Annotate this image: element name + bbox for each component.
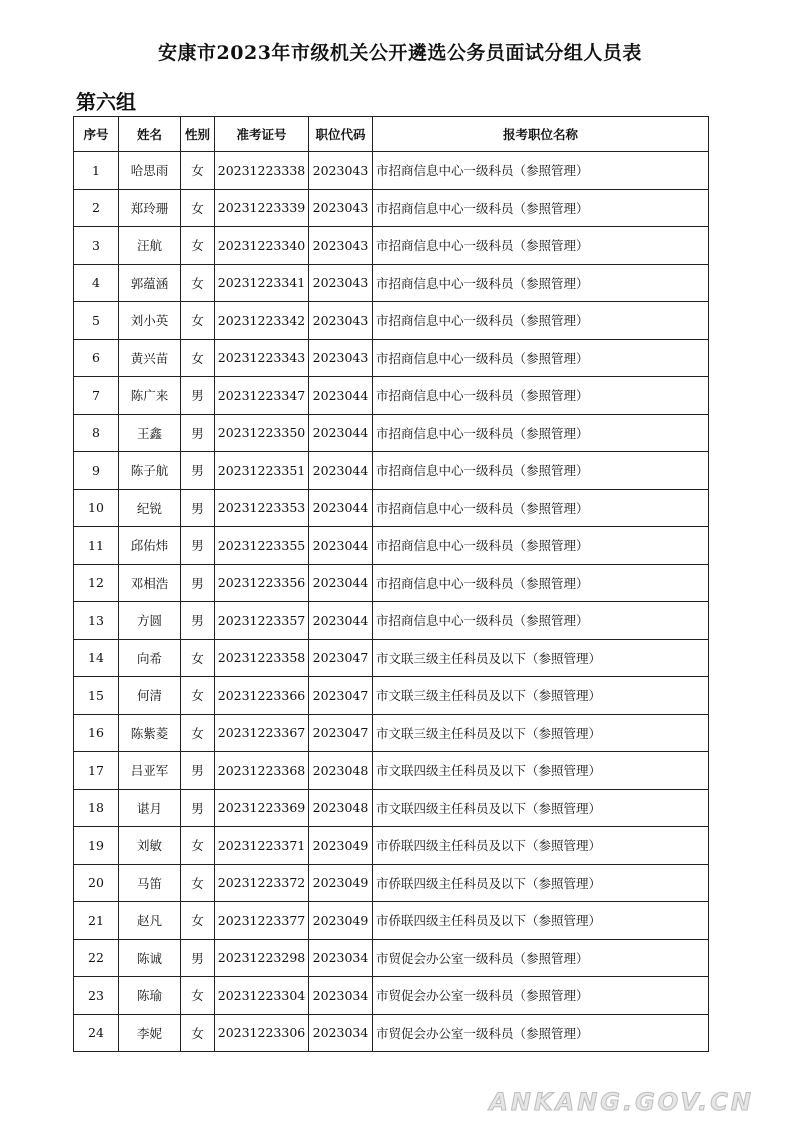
- cell-seq: 13: [74, 602, 119, 640]
- cell-seq: 12: [74, 564, 119, 602]
- cell-name: 邓相浩: [119, 564, 181, 602]
- cell-name: 汪航: [119, 227, 181, 265]
- cell-position-name: 市招商信息中心一级科员（参照管理）: [373, 227, 709, 265]
- table-row: [74, 827, 709, 865]
- cell-seq: 11: [74, 527, 119, 565]
- table-header-row: [74, 117, 709, 152]
- cell-exam-id: 20231223371: [215, 827, 309, 865]
- table-row: [74, 152, 709, 190]
- cell-gender: 女: [181, 302, 215, 340]
- cell-name: 王鑫: [119, 414, 181, 452]
- cell-seq: 9: [74, 452, 119, 490]
- cell-name: 陈广来: [119, 377, 181, 415]
- cell-exam-id: 20231223377: [215, 902, 309, 940]
- cell-position-code: 2023047: [309, 714, 373, 752]
- site-watermark: ANKANG.GOV.CN: [489, 1088, 754, 1116]
- cell-gender: 男: [181, 489, 215, 527]
- cell-position-code: 2023043: [309, 302, 373, 340]
- cell-position-name: 市招商信息中心一级科员（参照管理）: [373, 339, 709, 377]
- cell-exam-id: 20231223358: [215, 639, 309, 677]
- cell-position-name: 市招商信息中心一级科员（参照管理）: [373, 377, 709, 415]
- cell-exam-id: 20231223350: [215, 414, 309, 452]
- table-row: [74, 452, 709, 490]
- cell-position-code: 2023049: [309, 902, 373, 940]
- cell-position-name: 市贸促会办公室一级科员（参照管理）: [373, 977, 709, 1015]
- cell-exam-id: 20231223369: [215, 789, 309, 827]
- cell-position-code: 2023044: [309, 527, 373, 565]
- table-row: [74, 677, 709, 715]
- cell-seq: 4: [74, 264, 119, 302]
- cell-position-name: 市招商信息中心一级科员（参照管理）: [373, 489, 709, 527]
- cell-exam-id: 20231223368: [215, 752, 309, 790]
- cell-gender: 男: [181, 939, 215, 977]
- cell-position-code: 2023043: [309, 189, 373, 227]
- table-row: [74, 264, 709, 302]
- cell-name: 赵凡: [119, 902, 181, 940]
- page-title: 安康市2023年市级机关公开遴选公务员面试分组人员表: [158, 42, 642, 64]
- cell-position-name: 市文联三级主任科员及以下（参照管理）: [373, 639, 709, 677]
- cell-seq: 22: [74, 939, 119, 977]
- cell-position-code: 2023044: [309, 564, 373, 602]
- table-row: [74, 902, 709, 940]
- cell-exam-id: 20231223372: [215, 864, 309, 902]
- table-row: [74, 977, 709, 1015]
- table-row: [74, 377, 709, 415]
- table-row: [74, 602, 709, 640]
- cell-name: 郑玲珊: [119, 189, 181, 227]
- table-row: [74, 1014, 709, 1052]
- cell-seq: 2: [74, 189, 119, 227]
- cell-gender: 男: [181, 789, 215, 827]
- cell-position-code: 2023044: [309, 377, 373, 415]
- cell-name: 陈瑜: [119, 977, 181, 1015]
- cell-gender: 女: [181, 339, 215, 377]
- cell-position-code: 2023043: [309, 339, 373, 377]
- cell-exam-id: 20231223347: [215, 377, 309, 415]
- cell-position-code: 2023048: [309, 752, 373, 790]
- cell-name: 陈子航: [119, 452, 181, 490]
- cell-seq: 24: [74, 1014, 119, 1052]
- cell-position-name: 市侨联四级主任科员及以下（参照管理）: [373, 902, 709, 940]
- cell-name: 邱佑炜: [119, 527, 181, 565]
- table-row: [74, 339, 709, 377]
- group-heading: 第六组: [76, 90, 136, 114]
- cell-position-code: 2023048: [309, 789, 373, 827]
- cell-gender: 女: [181, 827, 215, 865]
- cell-name: 向希: [119, 639, 181, 677]
- cell-position-name: 市招商信息中心一级科员（参照管理）: [373, 189, 709, 227]
- cell-gender: 男: [181, 452, 215, 490]
- cell-exam-id: 20231223298: [215, 939, 309, 977]
- cell-position-name: 市侨联四级主任科员及以下（参照管理）: [373, 827, 709, 865]
- cell-exam-id: 20231223357: [215, 602, 309, 640]
- cell-position-code: 2023044: [309, 489, 373, 527]
- cell-exam-id: 20231223356: [215, 564, 309, 602]
- cell-seq: 16: [74, 714, 119, 752]
- cell-gender: 女: [181, 902, 215, 940]
- cell-gender: 女: [181, 977, 215, 1015]
- header-name: 姓名: [119, 117, 181, 152]
- cell-seq: 23: [74, 977, 119, 1015]
- cell-position-code: 2023034: [309, 1014, 373, 1052]
- cell-position-name: 市侨联四级主任科员及以下（参照管理）: [373, 864, 709, 902]
- cell-position-code: 2023047: [309, 677, 373, 715]
- cell-exam-id: 20231223366: [215, 677, 309, 715]
- cell-gender: 女: [181, 1014, 215, 1052]
- cell-gender: 女: [181, 677, 215, 715]
- cell-seq: 1: [74, 152, 119, 190]
- cell-position-code: 2023049: [309, 827, 373, 865]
- cell-seq: 14: [74, 639, 119, 677]
- table-row: [74, 714, 709, 752]
- cell-exam-id: 20231223343: [215, 339, 309, 377]
- cell-exam-id: 20231223367: [215, 714, 309, 752]
- cell-exam-id: 20231223353: [215, 489, 309, 527]
- cell-position-name: 市文联四级主任科员及以下（参照管理）: [373, 789, 709, 827]
- cell-exam-id: 20231223339: [215, 189, 309, 227]
- cell-seq: 3: [74, 227, 119, 265]
- header-gender: 性别: [181, 117, 215, 152]
- cell-name: 李妮: [119, 1014, 181, 1052]
- cell-name: 马笛: [119, 864, 181, 902]
- cell-seq: 5: [74, 302, 119, 340]
- cell-gender: 女: [181, 714, 215, 752]
- table-row: [74, 864, 709, 902]
- cell-position-code: 2023043: [309, 227, 373, 265]
- table-row: [74, 939, 709, 977]
- cell-gender: 男: [181, 527, 215, 565]
- table-row: [74, 414, 709, 452]
- cell-position-code: 2023034: [309, 977, 373, 1015]
- cell-seq: 19: [74, 827, 119, 865]
- cell-gender: 女: [181, 864, 215, 902]
- cell-seq: 18: [74, 789, 119, 827]
- header-exam-id: 准考证号: [215, 117, 309, 152]
- cell-position-code: 2023044: [309, 452, 373, 490]
- cell-gender: 女: [181, 227, 215, 265]
- cell-gender: 女: [181, 152, 215, 190]
- table-row: [74, 302, 709, 340]
- cell-position-code: 2023049: [309, 864, 373, 902]
- cell-name: 刘敏: [119, 827, 181, 865]
- cell-gender: 男: [181, 377, 215, 415]
- cell-position-name: 市招商信息中心一级科员（参照管理）: [373, 302, 709, 340]
- cell-position-name: 市招商信息中心一级科员（参照管理）: [373, 602, 709, 640]
- cell-gender: 女: [181, 264, 215, 302]
- cell-exam-id: 20231223306: [215, 1014, 309, 1052]
- cell-position-code: 2023047: [309, 639, 373, 677]
- cell-name: 陈紫菱: [119, 714, 181, 752]
- cell-position-name: 市招商信息中心一级科员（参照管理）: [373, 152, 709, 190]
- cell-seq: 8: [74, 414, 119, 452]
- cell-seq: 10: [74, 489, 119, 527]
- cell-position-code: 2023034: [309, 939, 373, 977]
- cell-exam-id: 20231223341: [215, 264, 309, 302]
- table-row: [74, 789, 709, 827]
- cell-position-name: 市招商信息中心一级科员（参照管理）: [373, 452, 709, 490]
- cell-gender: 男: [181, 414, 215, 452]
- cell-seq: 6: [74, 339, 119, 377]
- cell-position-code: 2023044: [309, 414, 373, 452]
- cell-position-name: 市文联三级主任科员及以下（参照管理）: [373, 714, 709, 752]
- cell-exam-id: 20231223342: [215, 302, 309, 340]
- cell-exam-id: 20231223304: [215, 977, 309, 1015]
- cell-gender: 男: [181, 752, 215, 790]
- cell-exam-id: 20231223351: [215, 452, 309, 490]
- cell-exam-id: 20231223355: [215, 527, 309, 565]
- cell-position-code: 2023044: [309, 602, 373, 640]
- header-position-name: 报考职位名称: [373, 117, 709, 152]
- cell-seq: 7: [74, 377, 119, 415]
- cell-name: 方圆: [119, 602, 181, 640]
- cell-gender: 男: [181, 602, 215, 640]
- cell-name: 陈诚: [119, 939, 181, 977]
- cell-seq: 15: [74, 677, 119, 715]
- header-position-code: 职位代码: [309, 117, 373, 152]
- cell-gender: 女: [181, 639, 215, 677]
- cell-name: 吕亚军: [119, 752, 181, 790]
- table-row: [74, 752, 709, 790]
- cell-gender: 男: [181, 564, 215, 602]
- table-row: [74, 227, 709, 265]
- cell-position-name: 市贸促会办公室一级科员（参照管理）: [373, 939, 709, 977]
- cell-position-code: 2023043: [309, 264, 373, 302]
- cell-position-name: 市招商信息中心一级科员（参照管理）: [373, 414, 709, 452]
- cell-position-name: 市贸促会办公室一级科员（参照管理）: [373, 1014, 709, 1052]
- cell-seq: 17: [74, 752, 119, 790]
- cell-name: 刘小英: [119, 302, 181, 340]
- cell-name: 哈思雨: [119, 152, 181, 190]
- cell-position-name: 市招商信息中心一级科员（参照管理）: [373, 564, 709, 602]
- cell-position-name: 市招商信息中心一级科员（参照管理）: [373, 527, 709, 565]
- cell-position-name: 市招商信息中心一级科员（参照管理）: [373, 264, 709, 302]
- table-row: [74, 564, 709, 602]
- table-row: [74, 527, 709, 565]
- cell-name: 纪锐: [119, 489, 181, 527]
- cell-seq: 20: [74, 864, 119, 902]
- header-seq: 序号: [74, 117, 119, 152]
- cell-name: 何清: [119, 677, 181, 715]
- cell-seq: 21: [74, 902, 119, 940]
- cell-position-name: 市文联三级主任科员及以下（参照管理）: [373, 677, 709, 715]
- cell-exam-id: 20231223340: [215, 227, 309, 265]
- cell-name: 郭蕴涵: [119, 264, 181, 302]
- cell-name: 黄兴苗: [119, 339, 181, 377]
- cell-position-code: 2023043: [309, 152, 373, 190]
- table-row: [74, 639, 709, 677]
- cell-name: 谌月: [119, 789, 181, 827]
- cell-exam-id: 20231223338: [215, 152, 309, 190]
- cell-gender: 女: [181, 189, 215, 227]
- table-row: [74, 489, 709, 527]
- personnel-table: [73, 116, 709, 1052]
- cell-position-name: 市文联四级主任科员及以下（参照管理）: [373, 752, 709, 790]
- table-row: [74, 189, 709, 227]
